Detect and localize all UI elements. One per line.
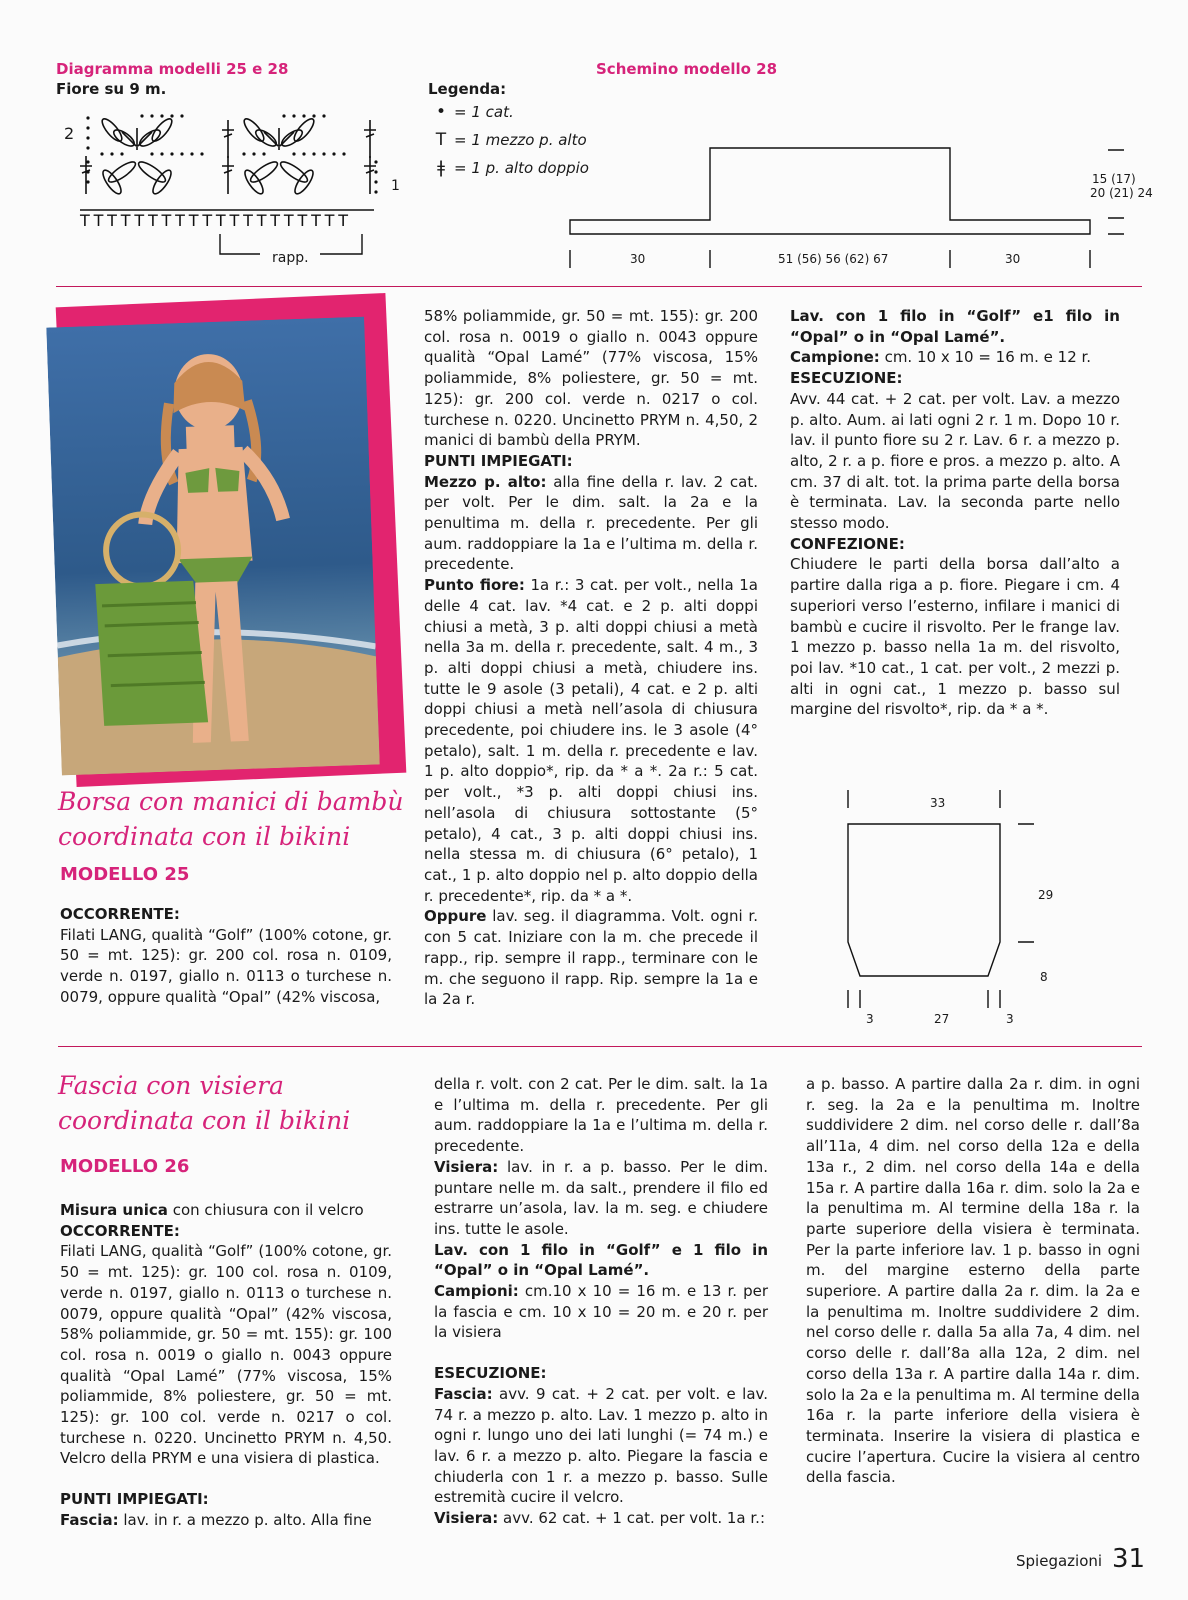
bag-oppure-text: lav. seg. il diagramma. Volt. ogni r. con 5 cat. Iniziare con la m. che precede il rapp., rip. sempre il rapp., terminare con le m. che seguono il rapp. Rip. sempre la 1a e la 2a r. <box>424 907 758 1009</box>
bag-schema <box>840 790 1070 1030</box>
bag-campione-text: cm. 10 x 10 = 16 m. e 12 r. <box>884 348 1092 367</box>
double-treble-icon: ǂ <box>437 158 445 178</box>
band-fascia-exec-label: Fascia: <box>434 1384 493 1403</box>
bag-mezzo-label: Mezzo p. alto: <box>424 472 547 491</box>
bag-esecuzione-text: Avv. 44 cat. + 2 cat. per volt. Lav. a mezzo p. alto. Aum. ai lati ogni 2 r. 1 m. Dopo 10 r. lav. il punto fiore su 2 r. Lav. 6 r. a mezzo p. alto, 2 r. a p. fiore e pros. a mezzo p. alto. A cm. 37 di alt. tot. la prima parte della borsa è terminata. Lav. la seconda parte nello stesso modo. <box>790 389 1120 533</box>
bag-cut-right: 3 <box>1006 1012 1014 1026</box>
band-fascia-exec-text: avv. 9 cat. + 2 cat. per volt. e lav. 74 r. a mezzo p. alto. Lav. 1 mezzo p. alto in ogni r. lungo uno dei lati lunghi (= 74 m.) e lav. 6 r. a mezzo p. alto. Piegare la fascia e chiuderla con 1 r. a mezzo p. basso. Sulle estremità cucire il velcro. <box>434 1384 768 1507</box>
diagram-subtitle: Fiore su 9 m. <box>56 80 167 98</box>
band-esecuzione-label: ESECUZIONE: <box>434 1364 547 1383</box>
schema-middle: 51 (56) 56 (62) 67 <box>778 252 889 266</box>
bag-esecuzione-label: ESECUZIONE: <box>790 369 903 388</box>
bag-bottom-size: 27 <box>934 1012 950 1026</box>
footer-section: Spiegazioni <box>1016 1552 1103 1570</box>
band-col3-text: a p. basso. A partire dalla 2a r. dim. in ogni r. seg. la 2a e la penultima m. Inoltre suddividere 2 dim. nel corso delle r. dall’8a all’11a, 4 dim. nel corso della 12a e della 13a r., 2 dim. nel corso della 14a e della 15a r. A partire dalla 16a r. dim. solo la 2a e la penultima m. Al termine della 18a r. la parte superiore della visiera è terminata. Per la parte inferiore lav. 1 p. basso in ogni m. del margine esterno della parte superiore. A partire dalla 2a r. dim. la 2a e la penultima m. Inoltre suddividere 2 dim. nel corso delle r. dalla 5a alla 7a, 4 dim. nel corso delle r. dall’8a alla 12a, 2 dim. nel corso della 13a r. A partire dalla 14a r. dim. solo la 2a e la penultima m. Al termine della 16a r. la parte inferiore della visiera è terminata. Inserire la visiera di plastica e cucire l’apertura. Cucire la visiera al centro della fascia. <box>806 1075 1140 1487</box>
crochet-chart <box>62 110 392 270</box>
bag-confezione-label: CONFEZIONE: <box>790 534 905 553</box>
band-col1-text: Filati LANG, qualità “Golf” (100% cotone, gr. 50 = mt. 125): gr. 100 col. rosa n. 0109, verde n. 0197, giallo n. 0113 o turchese n. 0079, oppure qualità “Opal” (42% viscosa, 58% poliammide, gr. 50 = mt. 155): gr. 100 col. rosa n. 0019 o giallo n. 0043 oppure qualità “Opal Lamé” (77% viscosa, 15% poliammide, 8% poliestere, gr. 50 = mt. 125): gr. 100 col. verde n. 0217 o col. turchese n. 0220. Uncinetto PRYM n. 4,50. Velcro della PRYM e una visiera di plastica. <box>60 1242 392 1468</box>
bag-lav-text: Lav. con 1 filo in “Golf” e1 filo in “Opal” o in “Opal Lamé”. <box>790 307 1120 346</box>
bag-fiore-label: Punto fiore: <box>424 576 525 595</box>
bag-model: MODELLO 25 <box>60 864 190 885</box>
bag-confezione-text: Chiudere le parti della borsa dall’alto a partire dalla riga a p. fiore. Piegare i cm. 4 superiori verso l’esterno, infilare i manici di bambù e cucire il risvolto. Per le frange lav. 1 mezzo p. basso nella 1a m. del risvolto, poi lav. *10 cat., 1 cat. per volt., 2 mezzi p. alti in ogni cat., 1 mezzo p. basso sul margine del risvolto*, rip. da * a *. <box>790 555 1120 719</box>
flower-motif <box>99 116 175 196</box>
schema-svg <box>560 140 1150 270</box>
band-fascia-label: Fascia: <box>60 1510 119 1529</box>
band-column-3 <box>806 1074 1140 1488</box>
legend-item-half-treble: T = 1 mezzo p. alto <box>428 126 628 154</box>
bag-fiore-text: 1a r.: 3 cat. per volt., nella 1a delle 4 cat. lav. *4 cat. e 2 p. alti doppi chiusi a metà, 3 p. alti doppi chiusi a metà nella 3a m. della r. precedente, salt. 4 m., 3 p. alti doppi chiusi a metà, chiudere ins. tutte le 9 asole (3 petali), 4 cat. e 2 p. alti doppi chiusi a metà nell’asola di chiusura precedente, poi chiudere ins. le 3 asole (4° petalo), salt. 1 m. della r. precedente e lav. 1 p. alto doppio*, rip. da * a *. 2a r.: 5 cat. per volt., *3 p. alti doppi chiusi ins. nell’asola di chiusura sottostante (5° petalo), 4 cat., 3 p. alti doppi chiusi ins. nella stessa m. di chiusura (6° petalo), 1 cat., 1 p. alto doppio nel p. alto doppio della r. precedente*, rip. da * a *. <box>424 576 758 905</box>
band-occorrente-label: OCCORRENTE: <box>60 1221 180 1240</box>
schema-right: 30 <box>1005 252 1021 266</box>
schema-height-b: 20 (21) 24 <box>1090 186 1153 200</box>
half-treble-glyphs <box>79 211 352 230</box>
legend-item-chain: • = 1 cat. <box>428 98 628 126</box>
band-visiera-text: lav. in r. a p. basso. Per le dim. puntare nelle m. da salt., prendere il filo ed estrarre un’asola, lav. la m. seg. e chiudere ins. tutte le asole. <box>434 1157 768 1238</box>
band-column-1 <box>60 1200 392 1531</box>
bag-column-3 <box>790 306 1120 720</box>
band-col2-p1: della r. volt. con 2 cat. Per le dim. salt. la 1a e l’ultima m. della r. precedente. Per gli aum. raddoppiare la 1a e l’ultima m. della r. precedente. <box>434 1075 768 1156</box>
band-lav-text: Lav. con 1 filo in “Golf” e 1 filo in “Opal” o in “Opal Lamé”. <box>434 1240 768 1280</box>
bag-col1-text: Filati LANG, qualità “Golf” (100% cotone, gr. 50 = mt. 125): gr. 200 col. rosa n. 0109, verde n. 0197, giallo n. 0113 o turchese n. 0079, oppure qualità “Opal” (42% viscosa, <box>60 925 392 1006</box>
band-campioni-text: cm.10 x 10 = 16 m. e 13 r. per la fascia e cm. 10 x 10 = 20 m. e 20 r. per la visiera <box>434 1282 768 1342</box>
bag-corner-size: 8 <box>1040 970 1048 984</box>
bag-column-2 <box>424 306 758 1010</box>
repeat-label: rapp. <box>272 250 309 266</box>
band-column-2 <box>434 1074 768 1529</box>
band-visiera-exec-label: Visiera: <box>434 1509 499 1528</box>
bag-mezzo-text: alla fine della r. lav. 2 cat. per volt. Per le dim. salt. la 2a e la penultima m. della r. precedente. Per gli aum. raddoppiare la 1a e l’ultima m. della r. precedente. <box>424 472 758 574</box>
section-divider-2 <box>58 1046 1142 1047</box>
band-model: MODELLO 26 <box>60 1156 190 1177</box>
diagram-title: Diagramma modelli 25 e 28 <box>56 60 289 78</box>
bag-oppure-label: Oppure <box>424 907 487 926</box>
legend-item-double-treble: ǂ = 1 p. alto doppio <box>428 154 628 182</box>
bag-title-line1: Borsa con manici di bambù <box>58 787 404 816</box>
bag-col2-p1: 58% poliammide, gr. 50 = mt. 155): gr. 200 col. rosa n. 0019 o giallo n. 0043 oppure qualità “Opal Lamé” (77% viscosa, 15% poliammide, 8% poliestere, gr. 50 = mt. 125): gr. 200 col. verde n. 0217 o col. turchese n. 0220. Uncinetto PRYM n. 4,50, 2 manici di bambù della PRYM. <box>424 307 758 450</box>
bag-title <box>58 784 403 854</box>
bag-schema-svg <box>840 790 1070 1030</box>
band-visiera-label: Visiera: <box>434 1157 499 1176</box>
legend-title: Legenda: <box>428 80 507 98</box>
photo-girl-with-bag <box>46 317 379 776</box>
band-misura-text: con chiusura con il velcro <box>172 1201 364 1219</box>
schema-height-a: 15 (17) <box>1092 172 1136 186</box>
band-visiera-exec-text: avv. 62 cat. + 1 cat. per volt. 1a r.: <box>503 1509 766 1528</box>
band-misura-label: Misura unica <box>60 1201 168 1219</box>
bag-occorrente-label: OCCORRENTE: <box>60 905 180 923</box>
schema-title: Schemino modello 28 <box>596 60 778 78</box>
half-treble-icon: T <box>435 130 447 150</box>
schema-left: 30 <box>630 252 646 266</box>
band-title-line2: coordinata con il bikini <box>58 1106 351 1135</box>
chain-dots <box>86 114 377 193</box>
schema-diagram <box>560 140 1150 270</box>
band-title-line1: Fascia con visiera <box>58 1071 284 1100</box>
double-treble-symbols <box>80 120 376 194</box>
band-title <box>58 1068 350 1138</box>
band-fascia-text: lav. in r. a mezzo p. alto. Alla fine <box>123 1510 372 1529</box>
bag-punti-label: PUNTI IMPIEGATI: <box>424 451 573 470</box>
bag-cut-left: 3 <box>866 1012 874 1026</box>
bag-side-size: 29 <box>1038 888 1054 902</box>
photo-illustration <box>46 317 379 776</box>
row-label-1: 1 <box>391 178 400 194</box>
band-punti-label: PUNTI IMPIEGATI: <box>60 1490 209 1509</box>
bag-title-line2: coordinata con il bikini <box>58 822 351 851</box>
crochet-chart-svg <box>62 110 392 270</box>
section-divider <box>56 286 1142 287</box>
row-label-2: 2 <box>64 124 75 143</box>
bag-top-size: 33 <box>930 796 946 810</box>
bag-campione-label: Campione: <box>790 348 880 367</box>
chain-icon: • <box>435 102 447 122</box>
page-number: 31 <box>1112 1544 1146 1574</box>
band-campioni-label: Campioni: <box>434 1282 519 1301</box>
bag-column-1 <box>60 904 392 1008</box>
svg-text:TTTTTTTTTTTTTTTTTTTT: TTTTTTTTTTTTTTTTTTTT <box>80 211 353 230</box>
